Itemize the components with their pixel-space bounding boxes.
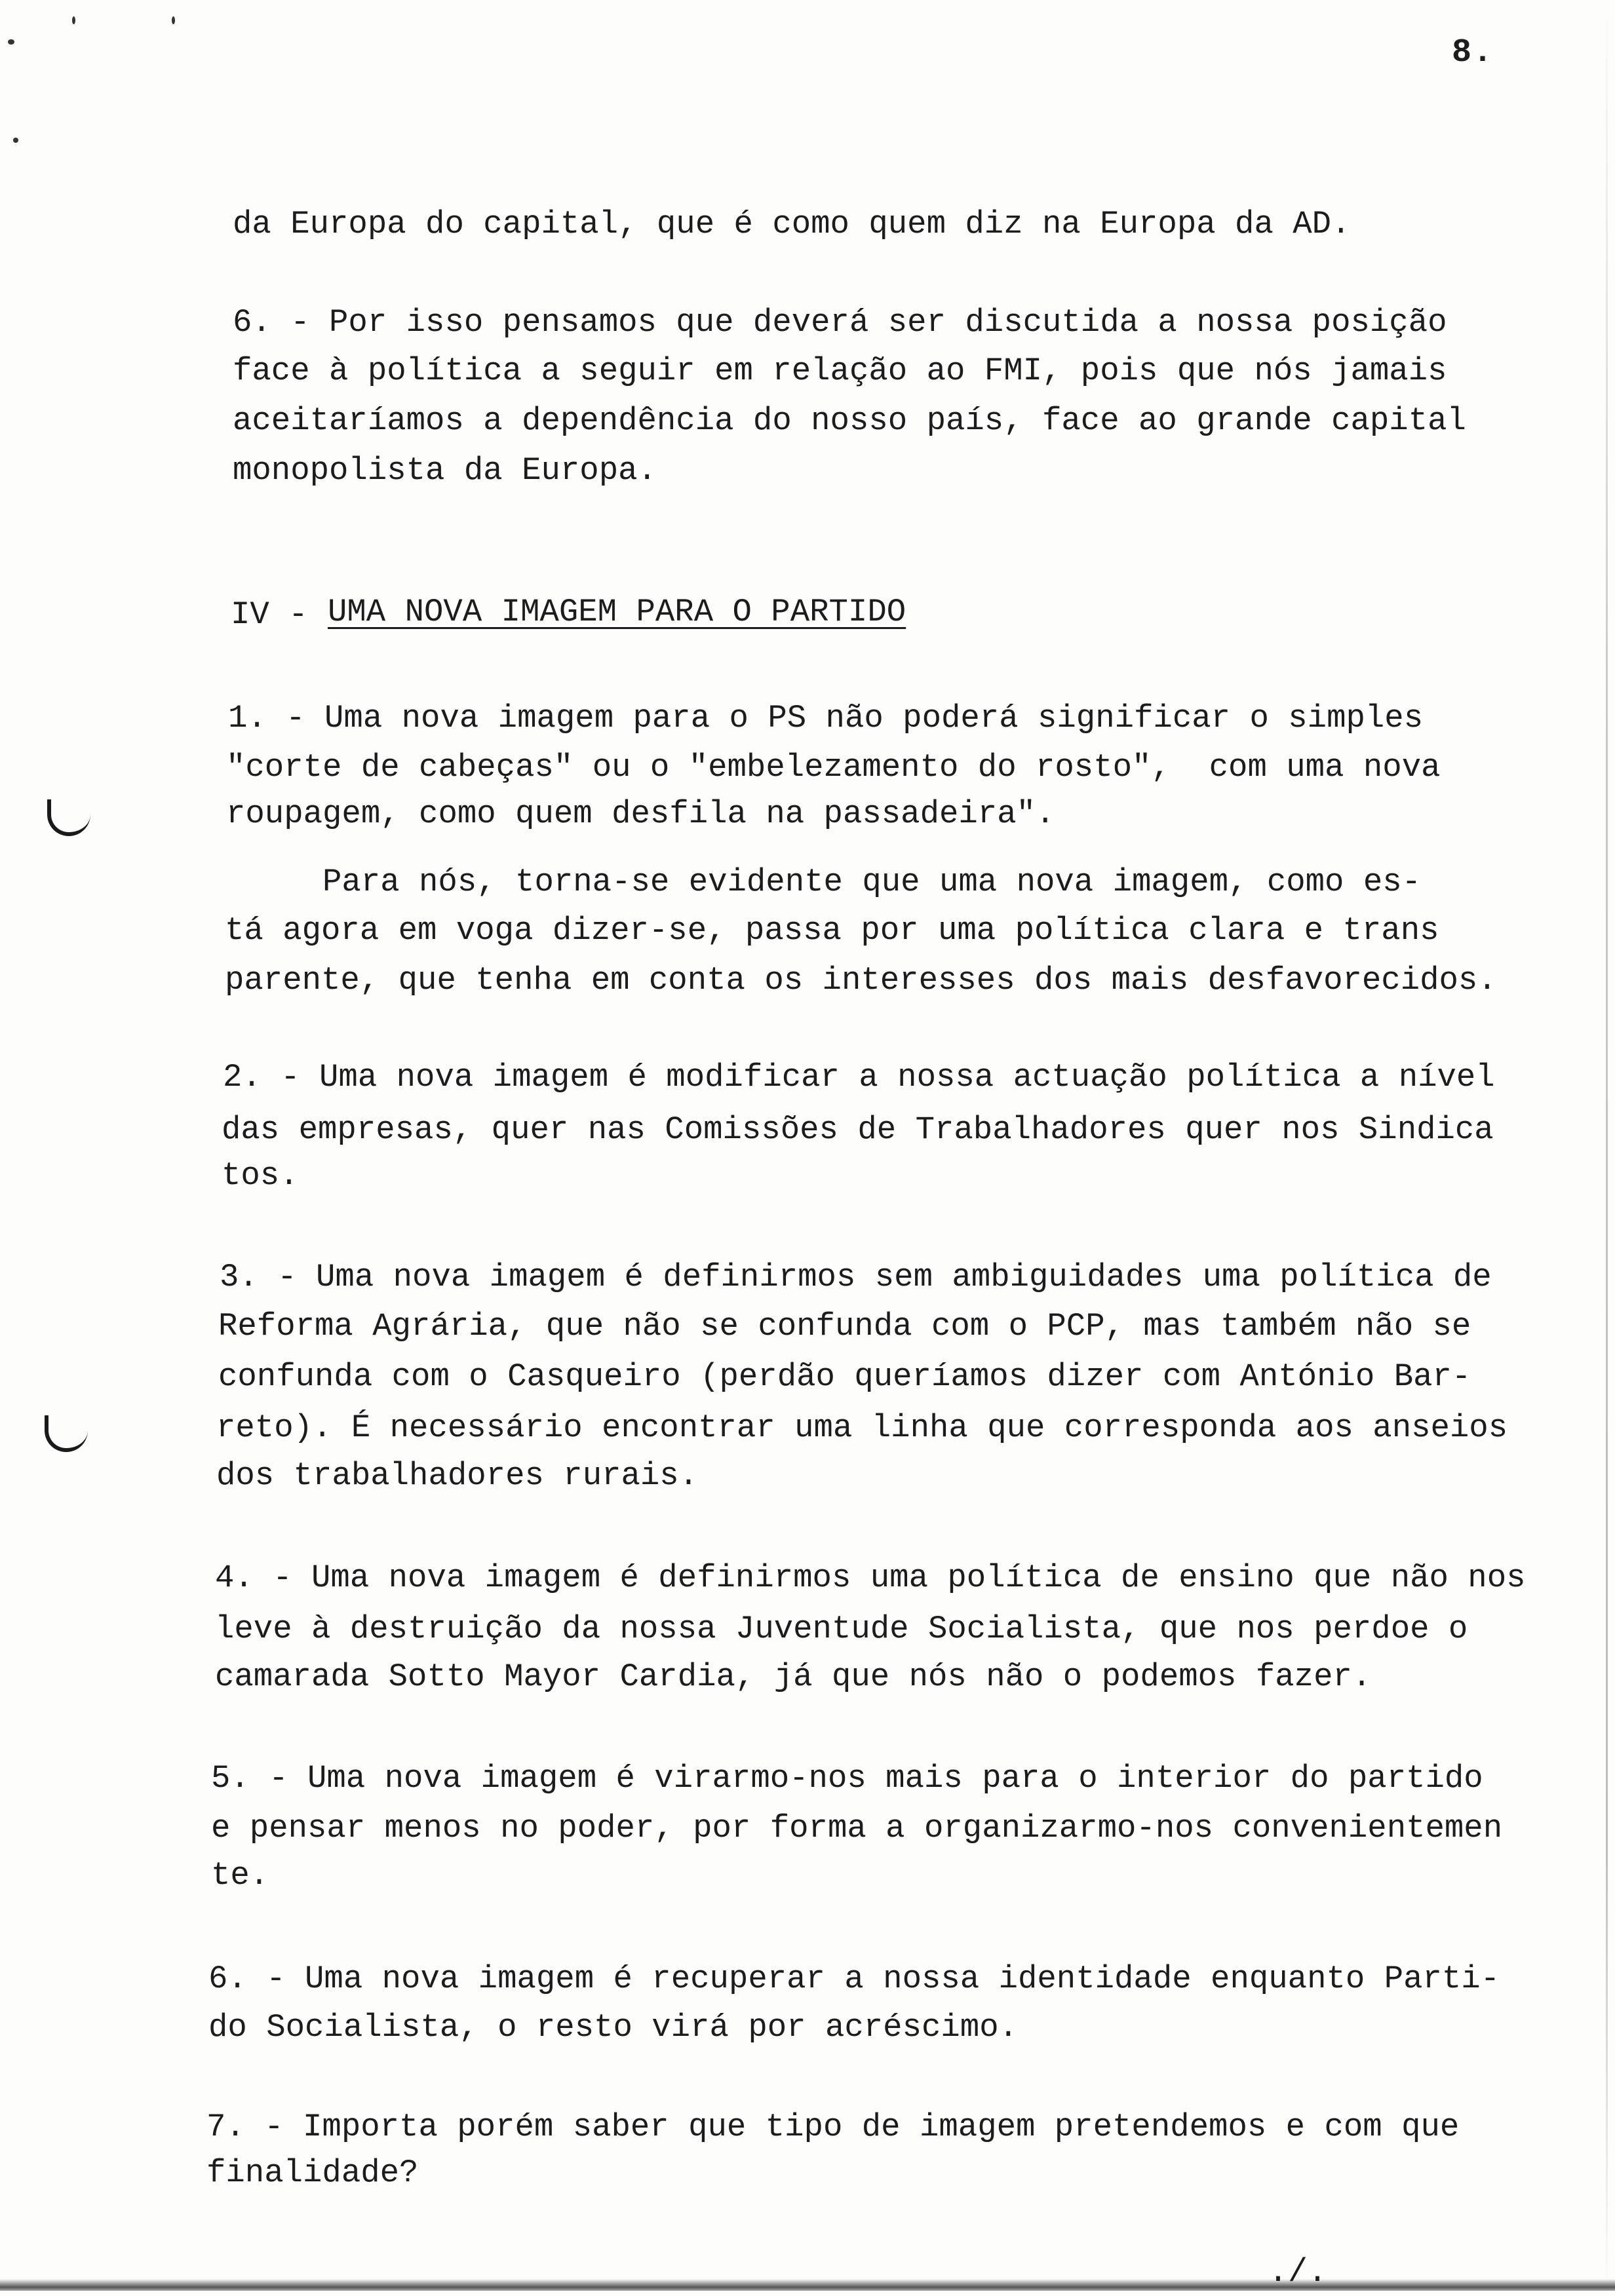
paragraph-line: Para nós, torna-se evidente que uma nova imagem, como es- bbox=[322, 864, 1422, 900]
paragraph-line: 1. - Uma nova imagem para o PS não poderá significar o simples bbox=[228, 700, 1424, 737]
paragraph-line: tos. bbox=[222, 1157, 299, 1194]
paragraph-line: confunda com o Casqueiro (perdão queríamos dizer com António Bar- bbox=[218, 1358, 1471, 1395]
paragraph-line: 5. - Uma nova imagem é virarmo-nos mais para o interior do partido bbox=[211, 1760, 1483, 1797]
page-number: 8. bbox=[1452, 34, 1494, 71]
paragraph-line: camarada Sotto Mayor Cardia, já que nós não o podemos fazer. bbox=[215, 1658, 1372, 1695]
paragraph-line: 6. - Uma nova imagem é recuperar a nossa identidade enquanto Parti- bbox=[208, 1961, 1500, 1997]
paragraph-line: parente, que tenha em conta os interesses dos mais desfavorecidos. bbox=[225, 962, 1497, 999]
margin-mark-arc bbox=[45, 1415, 88, 1452]
paragraph-line: dos trabalhadores rurais. bbox=[216, 1457, 699, 1494]
paragraph-line: 4. - Uma nova imagem é definirmos uma política de ensino que não nos bbox=[215, 1559, 1526, 1596]
page-edge-shadow bbox=[1606, 0, 1608, 2296]
paragraph-line: Reforma Agrária, que não se confunda com o PCP, mas também não se bbox=[218, 1308, 1471, 1345]
paragraph-line: 6. - Por isso pensamos que deverá ser discutida a nossa posição bbox=[233, 304, 1447, 341]
margin-mark-arc bbox=[47, 799, 90, 836]
paragraph-line: reto). É necessário encontrar uma linha que corresponda aos anseios bbox=[216, 1409, 1508, 1446]
paragraph-line: finalidade? bbox=[206, 2154, 419, 2191]
scan-speck bbox=[13, 138, 18, 143]
scan-bottom-edge bbox=[0, 2279, 1615, 2291]
paragraph-line: das empresas, quer nas Comissões de Trabalhadores quer nos Sindica bbox=[222, 1111, 1494, 1148]
paragraph-line: aceitaríamos a dependência do nosso país, face ao grande capital bbox=[233, 402, 1466, 439]
paragraph-line: 2. - Uma nova imagem é modificar a nossa actuação política a nível bbox=[223, 1059, 1495, 1096]
section-heading: UMA NOVA IMAGEM PARA O PARTIDO bbox=[328, 594, 906, 630]
scan-speck bbox=[8, 39, 14, 45]
paragraph-line: monopolista da Europa. bbox=[233, 452, 657, 489]
continuation-line: da Europa do capital, que é como quem diz na Europa da AD. bbox=[233, 206, 1351, 242]
paragraph-line: 7. - Importa porém saber que tipo de imagem pretendemos e com que bbox=[206, 2109, 1460, 2145]
scan-speck bbox=[72, 16, 75, 24]
scan-speck bbox=[172, 16, 175, 24]
section-number: IV - bbox=[231, 596, 328, 633]
paragraph-line: e pensar menos no poder, por forma a organizarmo-nos convenientemen bbox=[211, 1810, 1503, 1846]
paragraph-line: leve à destruição da nossa Juventude Socialista, que nos perdoe o bbox=[215, 1611, 1468, 1647]
paragraph-line: "corte de cabeças" ou o "embelezamento do rosto", com uma nova bbox=[226, 749, 1441, 786]
continuation-mark: ./. bbox=[1268, 2254, 1328, 2291]
paragraph-line: 3. - Uma nova imagem é definirmos sem ambiguidades uma política de bbox=[220, 1259, 1492, 1295]
paragraph-line: roupagem, como quem desfila na passadeira". bbox=[226, 795, 1055, 832]
paragraph-line: face à política a seguir em relação ao FMI, pois que nós jamais bbox=[233, 353, 1447, 389]
paragraph-line: te. bbox=[211, 1857, 269, 1894]
paragraph-line: tá agora em voga dizer-se, passa por uma política clara e trans bbox=[225, 912, 1439, 949]
paragraph-line: do Socialista, o resto virá por acréscimo. bbox=[208, 2009, 1019, 2046]
